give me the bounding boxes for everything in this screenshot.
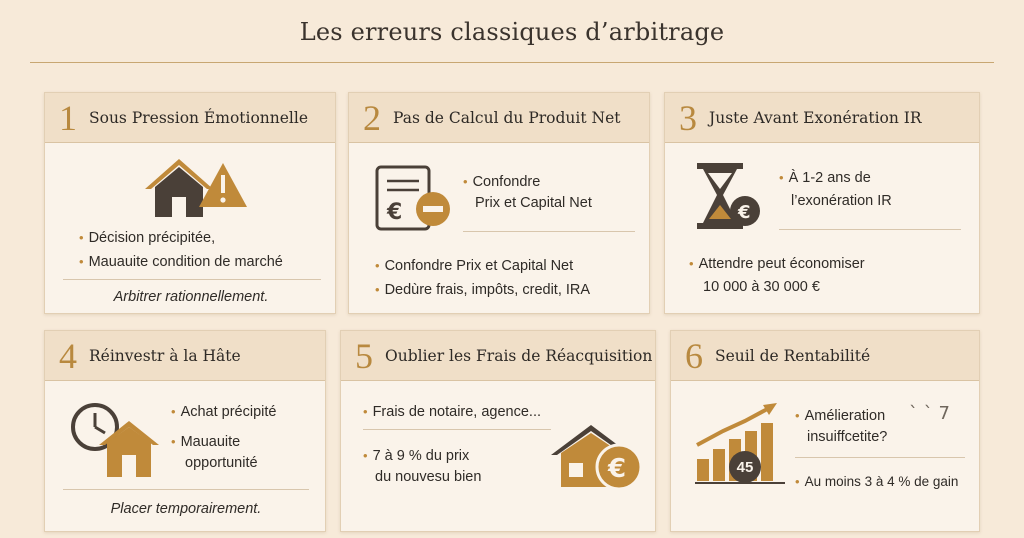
bullet-item: • Confondre Prix et Capital Net	[375, 258, 574, 274]
card-header	[45, 331, 325, 381]
divider	[63, 489, 309, 490]
title-divider	[30, 62, 994, 63]
svg-text:€: €	[387, 200, 403, 225]
bullet-item: • Au moins 3 à 4 % de gain	[795, 474, 959, 489]
bullet-item: • Attendre peut économiser	[689, 256, 865, 272]
page-title: Les erreurs classiques d’arbitrage	[299, 18, 725, 46]
card-note: Placer temporairement.	[110, 501, 262, 517]
card-header	[665, 93, 979, 143]
bullet-item: • 7 à 9 % du prix	[363, 448, 470, 464]
card-header	[45, 93, 335, 143]
card-emotional-pressure	[44, 92, 336, 314]
bullet-item: • Achat précipité	[171, 404, 277, 420]
bullet-item: • Dedùre frais, impôts, credit, IRA	[375, 282, 591, 298]
card-number: 4	[59, 335, 77, 376]
divider	[779, 229, 961, 230]
divider	[363, 429, 551, 430]
bullet-item: opportunité	[185, 455, 258, 471]
card-number: 3	[679, 97, 697, 138]
divider	[463, 231, 635, 232]
bullet-item: insuiffcetite?	[807, 429, 888, 445]
house-warning-icon	[141, 155, 251, 221]
bullet-item: • Décision précipitée,	[79, 230, 216, 246]
card-break-even	[670, 330, 980, 532]
hourglass-euro-icon	[693, 159, 773, 235]
bullet-item: • Frais de notaire, agence...	[363, 404, 542, 420]
card-hasty-reinvestment	[44, 330, 326, 532]
svg-text:€: €	[738, 202, 751, 223]
divider	[795, 457, 965, 458]
bullet-item: l’exonération IR	[791, 193, 892, 209]
house-euro-icon	[547, 421, 647, 493]
card-heading: Pas de Calcul du Produit Net	[393, 108, 621, 127]
card-header	[349, 93, 649, 143]
card-heading: Sous Pression Émotionnelle	[89, 108, 309, 127]
clock-house-icon	[69, 401, 165, 481]
card-reacquisition-fees	[340, 330, 656, 532]
svg-text:€: €	[608, 454, 627, 484]
card-number: 6	[685, 335, 703, 376]
card-heading: Oublier les Frais de Réacquisition	[385, 346, 653, 365]
card-number: 5	[355, 335, 373, 376]
card-heading: Seuil de Rentabilité	[715, 346, 871, 365]
bullet-item: • Mauauite	[171, 434, 241, 450]
handwritten-mark: ` ` 7	[909, 403, 950, 424]
bullet-item: • Amélieration	[795, 408, 886, 424]
bullet-item: 10 000 à 30 000 €	[703, 279, 820, 295]
bullet-item: Prix et Capital Net	[475, 195, 592, 211]
document-euro-icon	[373, 163, 455, 235]
divider	[63, 279, 321, 280]
card-heading: Réinvestr à la Hâte	[89, 346, 241, 365]
bullet-item: • À 1-2 ans de	[779, 170, 871, 186]
bullet-item: • Confondre	[463, 174, 541, 190]
card-note: Arbitrer rationnellement.	[113, 289, 269, 305]
bullet-item: • Mauauite condition de marché	[79, 254, 283, 270]
card-header	[671, 331, 979, 381]
return-badge: 45	[736, 459, 754, 476]
card-number: 2	[363, 97, 381, 138]
card-tax-exemption	[664, 92, 980, 314]
bullet-item: du nouvesu bien	[375, 469, 482, 485]
card-header	[341, 331, 655, 381]
card-number: 1	[59, 97, 77, 138]
card-heading: Juste Avant Exonération IR	[709, 108, 922, 127]
card-net-proceeds	[348, 92, 650, 314]
